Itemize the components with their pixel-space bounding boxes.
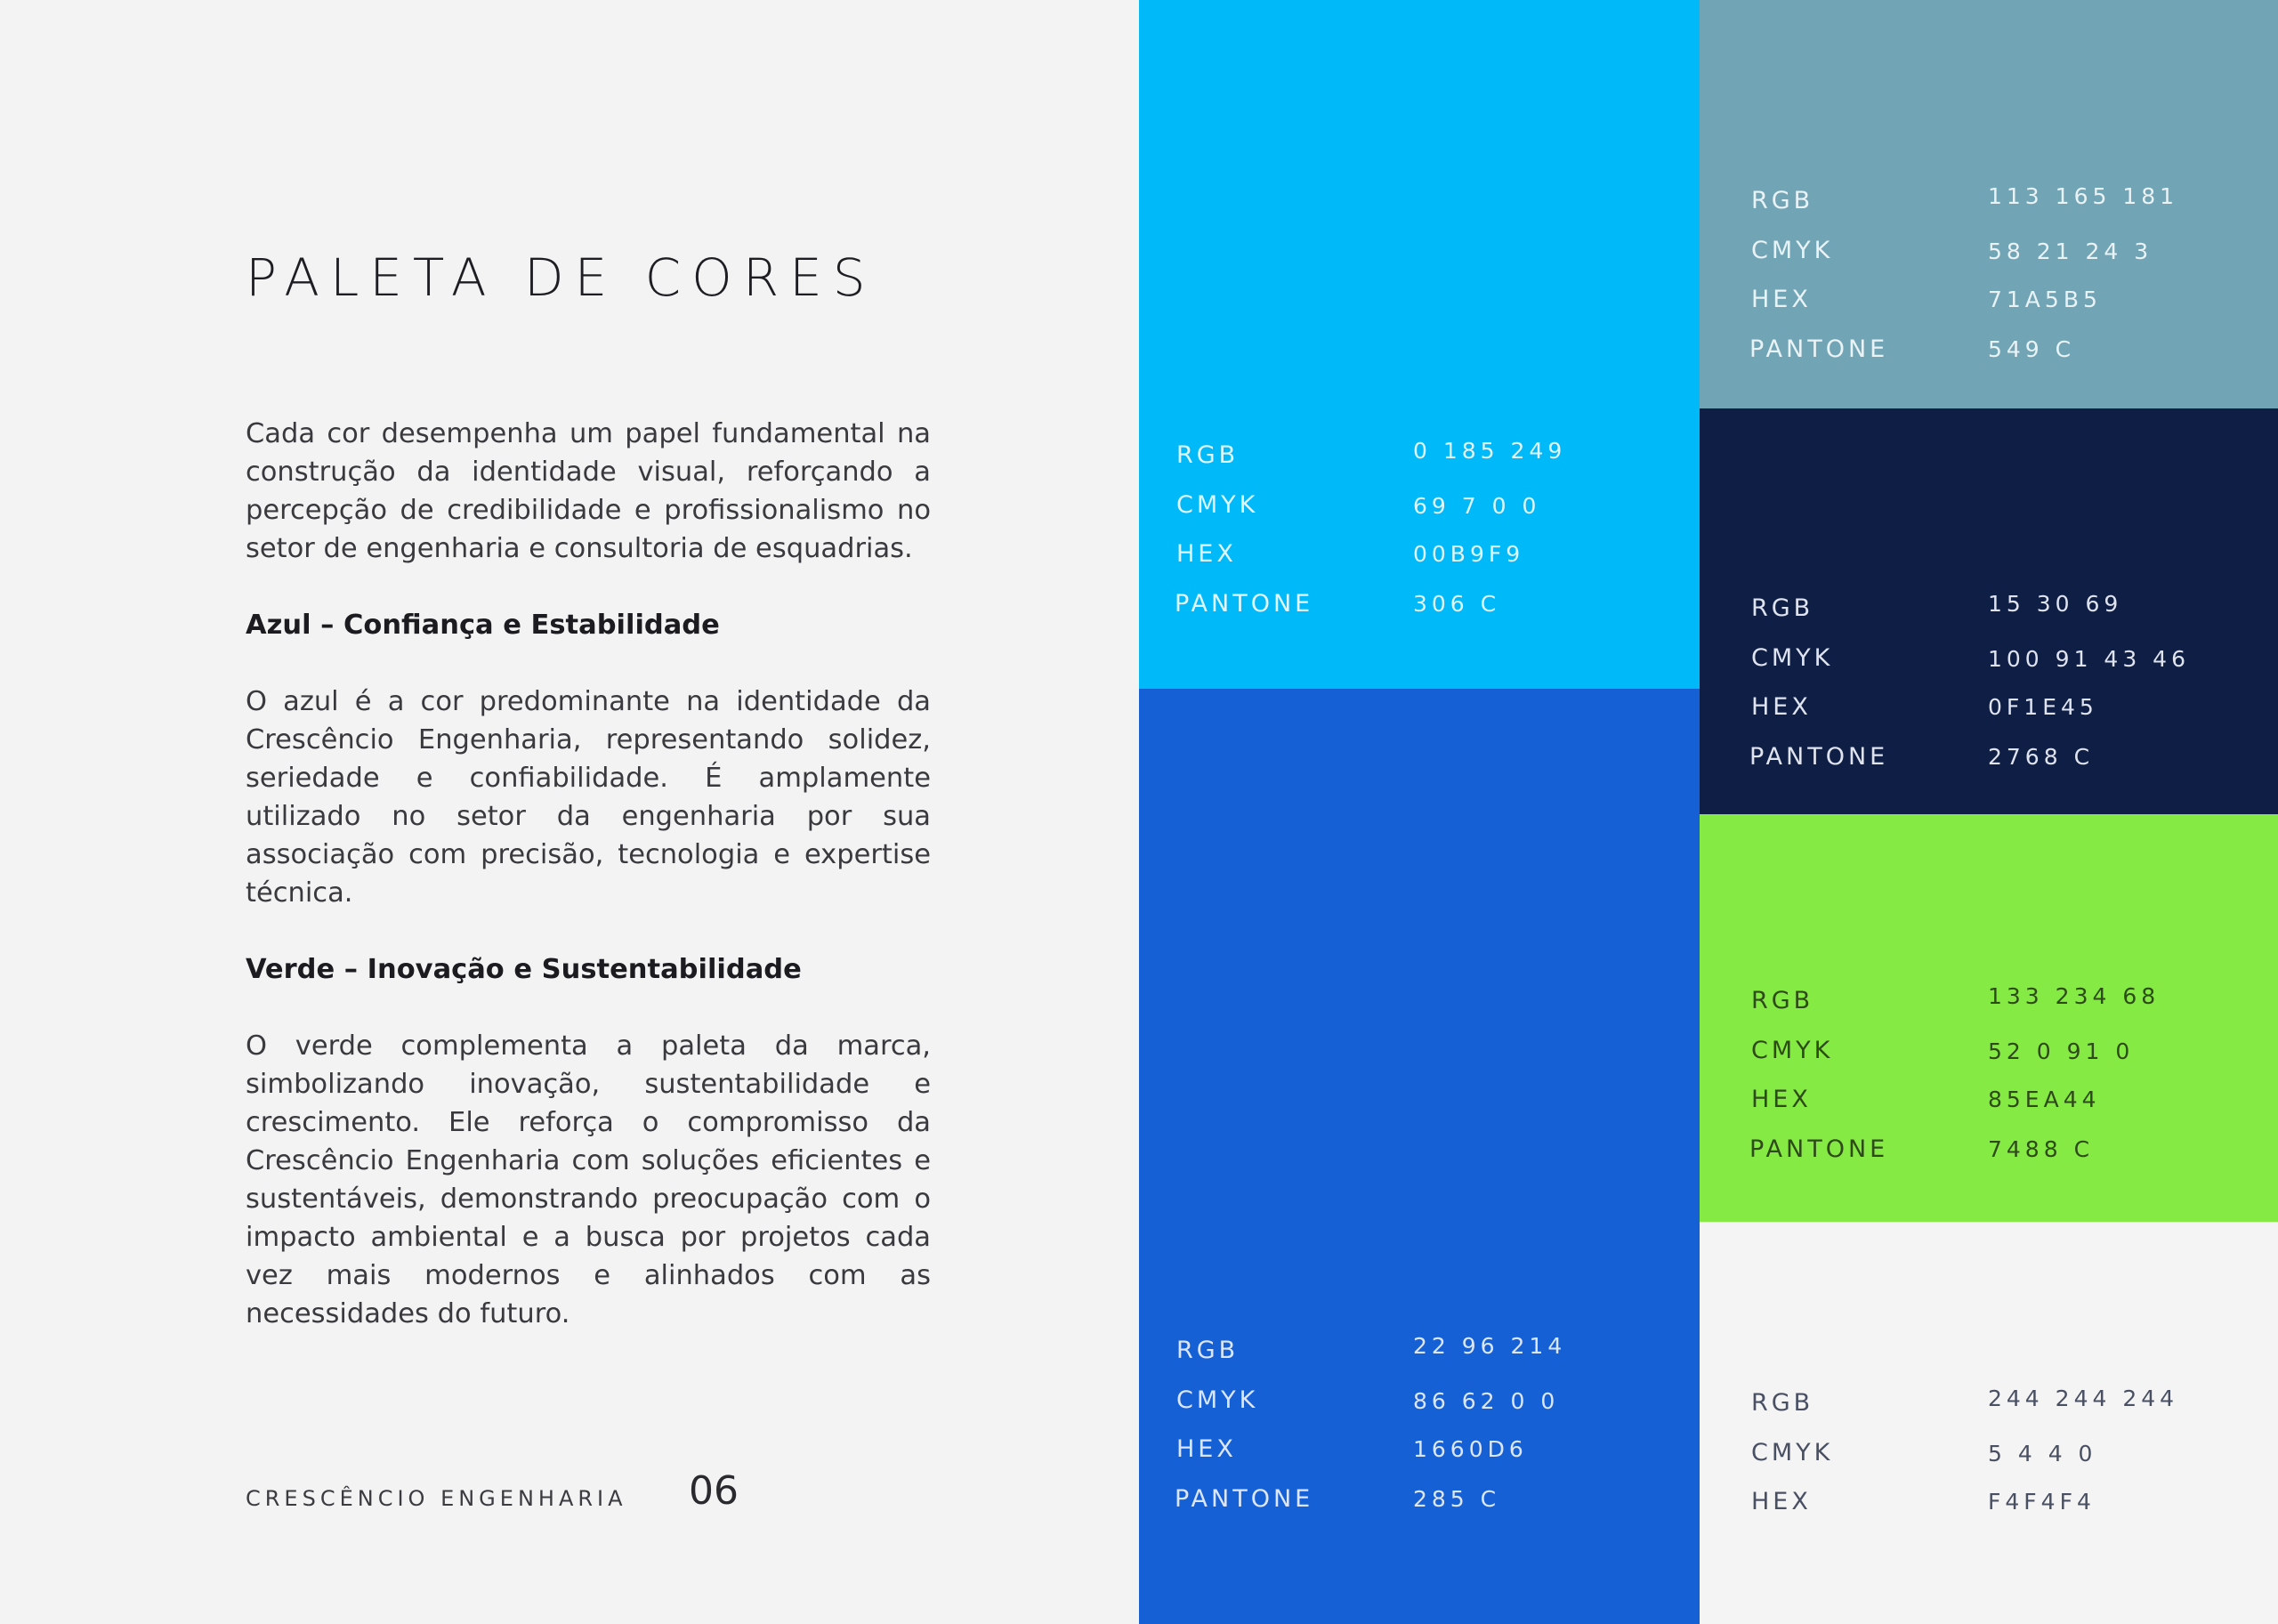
- hex-value: 85EA44: [1988, 1087, 2101, 1112]
- hex-label: HEX: [1176, 540, 1237, 568]
- swatch-cyan: [1139, 0, 1700, 689]
- pantone-value: 2768 C: [1988, 744, 2095, 770]
- rgb-label: RGB: [1751, 187, 1814, 214]
- hex-value: 00B9F9: [1413, 541, 1525, 567]
- hex-value: 1660D6: [1413, 1436, 1528, 1462]
- pantone-label: PANTONE: [1749, 1135, 1889, 1163]
- cmyk-label: CMYK: [1751, 1037, 1834, 1064]
- hex-label: HEX: [1751, 286, 1812, 313]
- rgb-value: 244 244 244: [1988, 1386, 2179, 1411]
- cmyk-label: CMYK: [1176, 1386, 1259, 1414]
- swatch-navy: [1700, 408, 2278, 814]
- cmyk-label: CMYK: [1751, 1439, 1834, 1466]
- swatch-green: [1700, 814, 2278, 1222]
- swatch-steel: [1700, 0, 2278, 408]
- cmyk-value: 100 91 43 46: [1988, 646, 2190, 672]
- pantone-label: PANTONE: [1749, 335, 1889, 363]
- section-heading-blue: Azul – Confiança e Estabilidade: [246, 610, 720, 641]
- rgb-label: RGB: [1176, 441, 1240, 469]
- rgb-value: 133 234 68: [1988, 983, 2161, 1009]
- pantone-value: 7488 C: [1988, 1136, 2095, 1162]
- cmyk-label: CMYK: [1751, 237, 1834, 264]
- rgb-label: RGB: [1751, 1389, 1814, 1417]
- cmyk-value: 58 21 24 3: [1988, 238, 2153, 264]
- swatch-blue: [1139, 689, 1700, 1624]
- section-text-blue: O azul é a cor predominante na identidade da Crescêncio Engenharia, representando solidez, seriedade e confiabilidade. É amplamente utilizado no setor da engenharia por sua associação com precisão, tecnologia e expertise técnica.: [246, 686, 931, 909]
- rgb-label: RGB: [1176, 1337, 1240, 1364]
- rgb-value: 22 96 214: [1413, 1333, 1567, 1359]
- rgb-value: 0 185 249: [1413, 438, 1567, 464]
- rgb-value: 15 30 69: [1988, 591, 2123, 617]
- footer-brand: CRESCÊNCIO ENGENHARIA: [246, 1486, 627, 1511]
- section-text-green: O verde complementa a paleta da marca, simbolizando inovação, sustentabilidade e crescimento. Ele reforça o compromisso da Crescêncio Engenharia com soluções eficientes e sustentáveis, demonstrando preocupação com o impacto ambiental e a busca por projetos cada vez mais modernos e alinhados com as necessidades do futuro.: [246, 1030, 931, 1329]
- page-number: 06: [689, 1468, 739, 1514]
- cmyk-value: 69 7 0 0: [1413, 493, 1541, 519]
- cmyk-value: 86 62 0 0: [1413, 1388, 1560, 1414]
- intro-paragraph: Cada cor desempenha um papel fundamental na construção da identidade visual, reforçando a percepção de credibilidade e profissionalismo no setor de engenharia e consultoria de esquadrias.: [246, 418, 931, 564]
- pantone-label: PANTONE: [1175, 1485, 1314, 1513]
- page-title: PALETA DE CORES: [246, 247, 876, 308]
- hex-value: 0F1E45: [1988, 694, 2098, 720]
- cmyk-value: 5 4 4 0: [1988, 1441, 2097, 1466]
- pantone-value: 306 C: [1413, 591, 1501, 617]
- rgb-value: 113 165 181: [1988, 183, 2179, 209]
- cmyk-value: 52 0 91 0: [1988, 1038, 2135, 1064]
- hex-value: 71A5B5: [1988, 287, 2102, 312]
- pantone-label: PANTONE: [1175, 590, 1314, 618]
- rgb-label: RGB: [1751, 987, 1814, 1014]
- pantone-label: PANTONE: [1749, 743, 1889, 771]
- pantone-value: 549 C: [1988, 336, 2076, 362]
- section-heading-green: Verde – Inovação e Sustentabilidade: [246, 954, 802, 985]
- rgb-label: RGB: [1751, 594, 1814, 622]
- hex-value: F4F4F4: [1988, 1489, 2096, 1515]
- body-text: [246, 415, 931, 1333]
- cmyk-label: CMYK: [1751, 644, 1834, 672]
- hex-label: HEX: [1751, 1488, 1812, 1515]
- hex-label: HEX: [1751, 693, 1812, 721]
- pantone-value: 285 C: [1413, 1486, 1501, 1512]
- swatch-light: [1700, 1222, 2278, 1624]
- hex-label: HEX: [1751, 1086, 1812, 1113]
- cmyk-label: CMYK: [1176, 491, 1259, 519]
- hex-label: HEX: [1176, 1435, 1237, 1463]
